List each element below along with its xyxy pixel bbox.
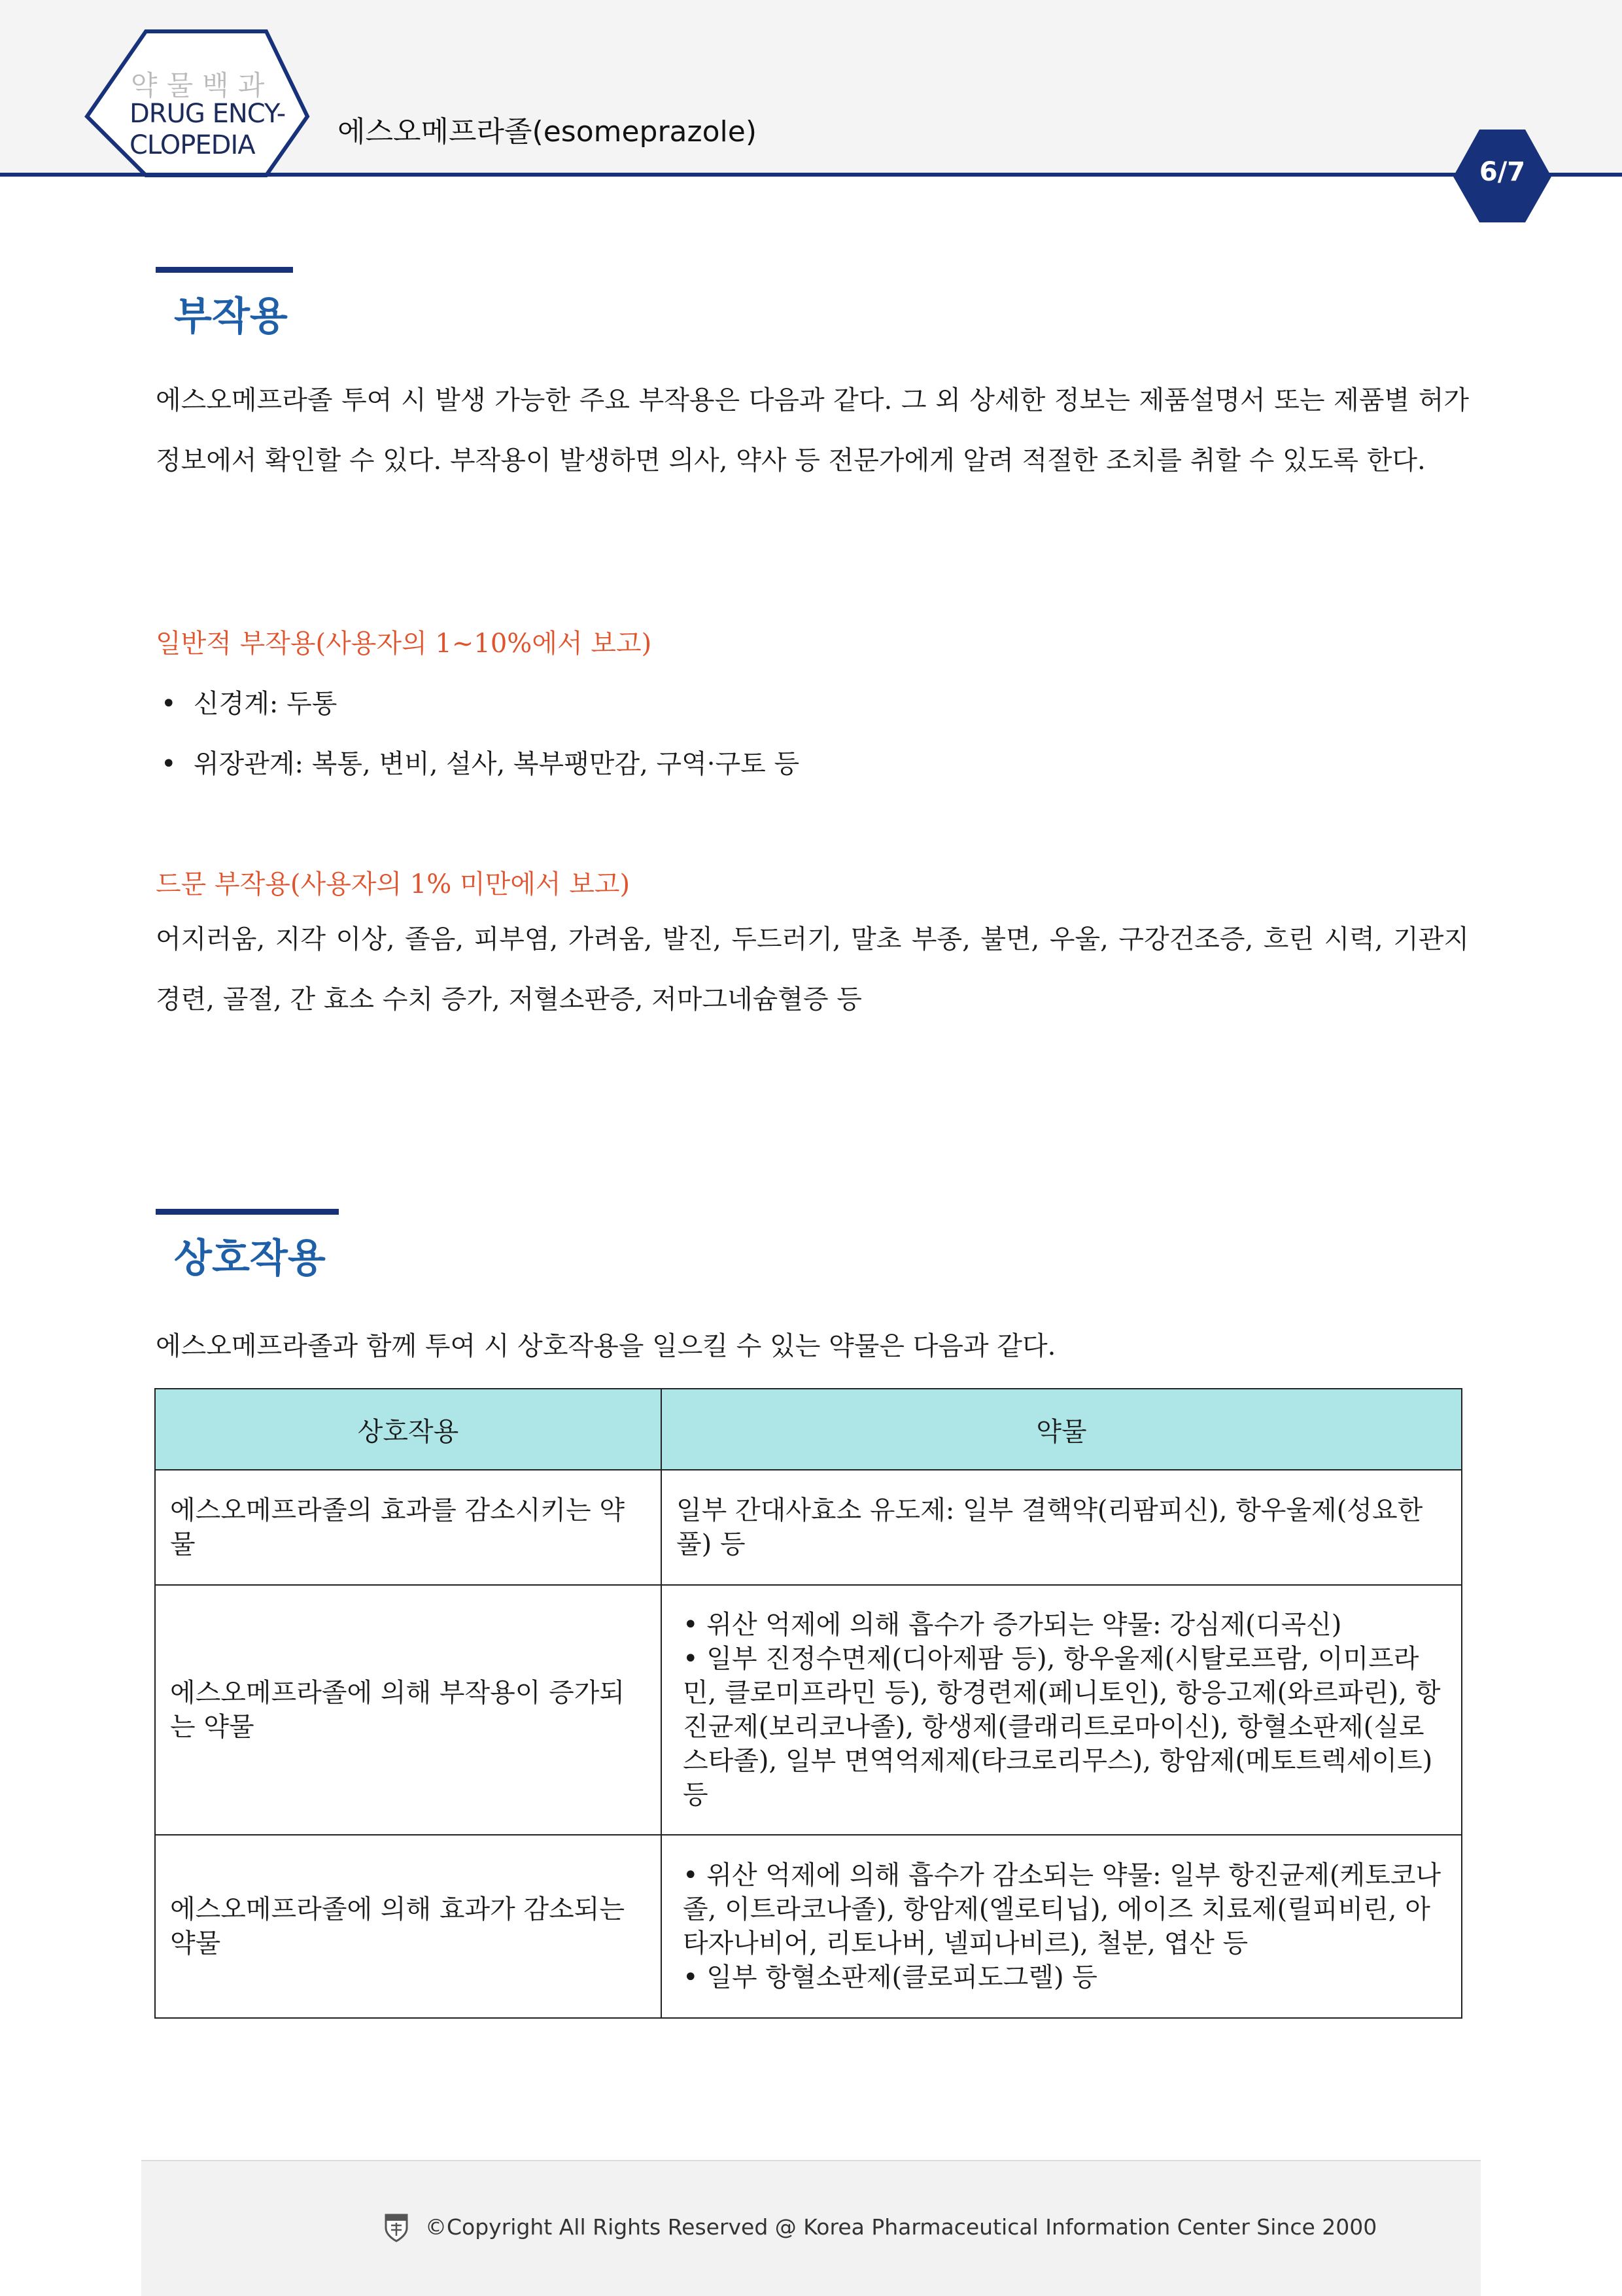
- table-row: [155, 1470, 1462, 1585]
- logo-english-line1: DRUG ENCY-: [129, 99, 286, 129]
- logo-english-line2: CLOPEDIA: [129, 130, 255, 160]
- drug-item: • 위산 억제에 의해 흡수가 증가되는 약물: 강심제(디곡신): [683, 1610, 1342, 1640]
- rare-side-effects-text: 어지러움, 지각 이상, 졸음, 피부염, 가려움, 발진, 두드러기, 말초 부종, 불면, 우울, 구강건조증, 흐린 시력, 기관지 경련, 골절, 간 효소 수치 증가, 저혈소판증, 저마그네슘혈증 등: [156, 924, 1469, 1015]
- page-number: 6/7: [1479, 157, 1526, 187]
- drugs-cell: [661, 1835, 1462, 2018]
- column-header-interaction: 상호작용: [155, 1389, 661, 1470]
- interactions-intro: 에스오메프라졸과 함께 투여 시 상호작용을 일으킬 수 있는 약물은 다음과 같다.: [156, 1331, 1056, 1361]
- list-item-text: 위장관계: 복통, 변비, 설사, 복부팽만감, 구역·구토 등: [194, 749, 800, 779]
- interactions-table: [154, 1388, 1462, 2019]
- section-title-interactions: 상호작용: [174, 1236, 326, 1281]
- interaction-type-cell: 에스오메프라졸에 의해 부작용이 증가되는 약물: [155, 1585, 661, 1835]
- section-bar-side-effects: [156, 267, 293, 273]
- section-title-side-effects: 부작용: [174, 294, 288, 339]
- column-header-drugs: 약물: [661, 1389, 1462, 1470]
- logo-korean: 약물백과: [131, 69, 274, 101]
- side-effects-intro: 에스오메프라졸 투여 시 발생 가능한 주요 부작용은 다음과 같다. 그 외 상세한 정보는 제품설명서 또는 제품별 허가정보에서 확인할 수 있다. 부작용이 발생하면 의사, 약사 등 전문가에게 알려 적절한 조치를 취할 수 있도록 한다.: [156, 385, 1469, 476]
- drug-item: • 위산 억제에 의해 흡수가 감소되는 약물: 일부 항진균제(케토코나졸, 이트라코나졸), 항암제(엘로티닙), 에이즈 치료제(릴피비린, 아타자나비어, 리토나버, 넬피나비르), 철분, 엽산 등: [683, 1860, 1441, 1958]
- document-title: 에스오메프라졸(esomeprazole): [337, 115, 757, 148]
- list-item: • 위장관계: 복통, 변비, 설사, 복부팽만감, 구역·구토 등: [161, 749, 800, 779]
- copyright-text: ©Copyright All Rights Reserved @ Korea Pharmaceutical Information Center Since 2000: [425, 2214, 1377, 2240]
- list-item: • 신경계: 두통: [161, 689, 337, 719]
- drug-item: • 일부 진정수면제(디아제팜 등), 항우울제(시탈로프람, 이미프라민, 클로미프라민 등), 항경련제(페니토인), 항응고제(와르파린), 항진균제(보리코나졸), 항생제(클래리트로마이신), 항혈소판제(실로스타졸), 일부 면역억제제(타크로리무스), 항암제(메토트렉세이트) 등: [683, 1644, 1441, 1810]
- header-rule: [0, 173, 1622, 177]
- common-side-effects-heading: 일반적 부작용(사용자의 1~10%에서 보고): [156, 629, 652, 659]
- rare-side-effects-heading: 드문 부작용(사용자의 1% 미만에서 보고): [156, 869, 630, 899]
- kpic-emblem-icon: [383, 2212, 409, 2242]
- table-row: [155, 1835, 1462, 2018]
- table-header-row: [155, 1389, 1462, 1470]
- drug-item: 일부 간대사효소 유도제: 일부 결핵약(리팜피신), 항우울제(성요한풀) 등: [676, 1495, 1423, 1559]
- logo-english: [129, 98, 326, 161]
- drugs-cell: [661, 1470, 1462, 1585]
- list-item-text: 신경계: 두통: [194, 689, 337, 719]
- drug-item: • 일부 항혈소판제(클로피도그렐) 등: [683, 1962, 1097, 1992]
- drugs-cell: [661, 1585, 1462, 1835]
- table-row: [155, 1585, 1462, 1835]
- interaction-type-cell: 에스오메프라졸에 의해 효과가 감소되는 약물: [155, 1835, 661, 2018]
- interaction-type-cell: 에스오메프라졸의 효과를 감소시키는 약물: [155, 1470, 661, 1585]
- section-bar-interactions: [156, 1209, 339, 1215]
